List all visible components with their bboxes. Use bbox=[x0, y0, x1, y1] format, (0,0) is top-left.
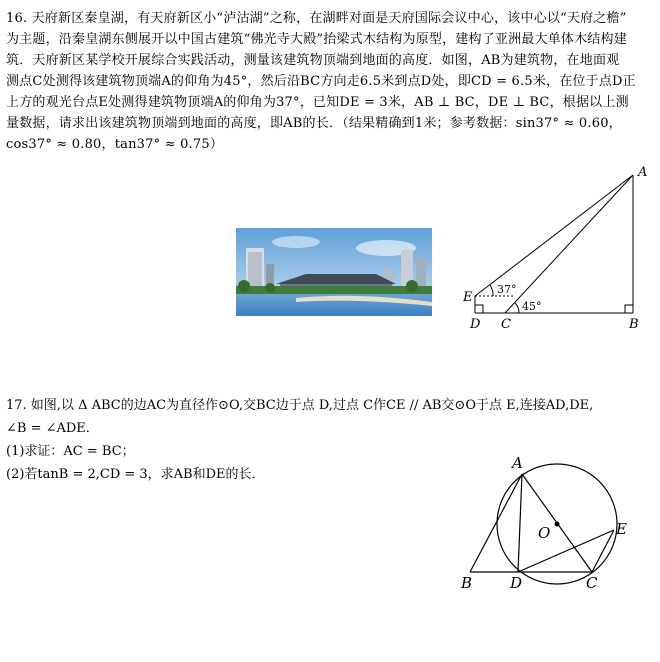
q17-line: ∠B = ∠ADE． bbox=[6, 421, 99, 436]
lakeside-photo-image bbox=[236, 228, 432, 316]
right-angle-D bbox=[475, 305, 483, 313]
q16-line: 测点C处测得该建筑物顶端A的仰角为45°，然后沿BC方向走6.5米到点D处，即CD = 6.5米，在位于点D正 bbox=[6, 74, 636, 89]
label-O: O bbox=[538, 524, 551, 542]
segment-CA bbox=[505, 175, 633, 313]
angle-37-arc bbox=[490, 285, 493, 296]
label-E: E bbox=[463, 290, 473, 305]
segment-AD bbox=[518, 474, 522, 572]
q17-line: (2)若tanB = 2,CD = 3，求AB和DE的长． bbox=[6, 467, 265, 482]
figure-17 bbox=[458, 452, 658, 600]
q16-line: cos37° ≈ 0.80，tan37° ≈ 0.75） bbox=[6, 137, 224, 152]
angle-37-label: 37° bbox=[497, 283, 517, 296]
lakeside-photo bbox=[236, 228, 432, 316]
problem-16-text bbox=[6, 8, 654, 155]
figure-16 bbox=[455, 162, 655, 334]
label-C: C bbox=[586, 574, 598, 592]
q16-line: 上方的观光台点E处测得建筑物顶端A的仰角为37°，已知DE = 3米，AB ⊥ BC，DE ⊥ BC，根据以上测 bbox=[6, 95, 629, 110]
q16-line: 量数据，请求出该建筑物顶端到地面的高度，即AB的长．（结果精确到1米；参考数据：sin37° ≈ 0.60， bbox=[6, 116, 622, 131]
right-angle-B bbox=[625, 305, 633, 313]
label-E: E bbox=[616, 520, 627, 538]
angle-45-arc bbox=[515, 303, 519, 313]
angle-45-label: 45° bbox=[522, 300, 542, 313]
q16-line: 16. 天府新区秦皇湖，有天府新区小“泸沽湖”之称，在湖畔对面是天府国际会议中心，该中心以“天府之檐” bbox=[6, 11, 627, 26]
q17-line: 17. 如图,以 Δ ABC的边AC为直径作⊙O,交BC边于点 D,过点 C作CE // AB交⊙O于点 E,连接AD,DE, bbox=[6, 398, 594, 413]
segment-AB bbox=[470, 474, 522, 572]
q16-line: 为主题，沿秦皇湖东侧展开以中国古建筑“佛光寺大殿”抬梁式木结构为原型，建构了亚洲最大单体木结构建 bbox=[6, 32, 627, 47]
label-D: D bbox=[470, 317, 481, 332]
q16-line: 筑．天府新区某学校开展综合实践活动，测量该建筑物顶端到地面的高度．如图，AB为建筑物，在地面观 bbox=[6, 53, 620, 68]
center-point-O bbox=[555, 522, 560, 527]
label-B: B bbox=[629, 317, 639, 332]
label-B: B bbox=[461, 574, 473, 592]
segment-EA bbox=[475, 175, 633, 296]
label-A: A bbox=[638, 165, 648, 180]
label-D: D bbox=[510, 574, 523, 592]
label-A: A bbox=[512, 454, 523, 472]
q17-line: (1)求证：AC = BC； bbox=[6, 444, 135, 459]
label-C: C bbox=[501, 317, 511, 332]
